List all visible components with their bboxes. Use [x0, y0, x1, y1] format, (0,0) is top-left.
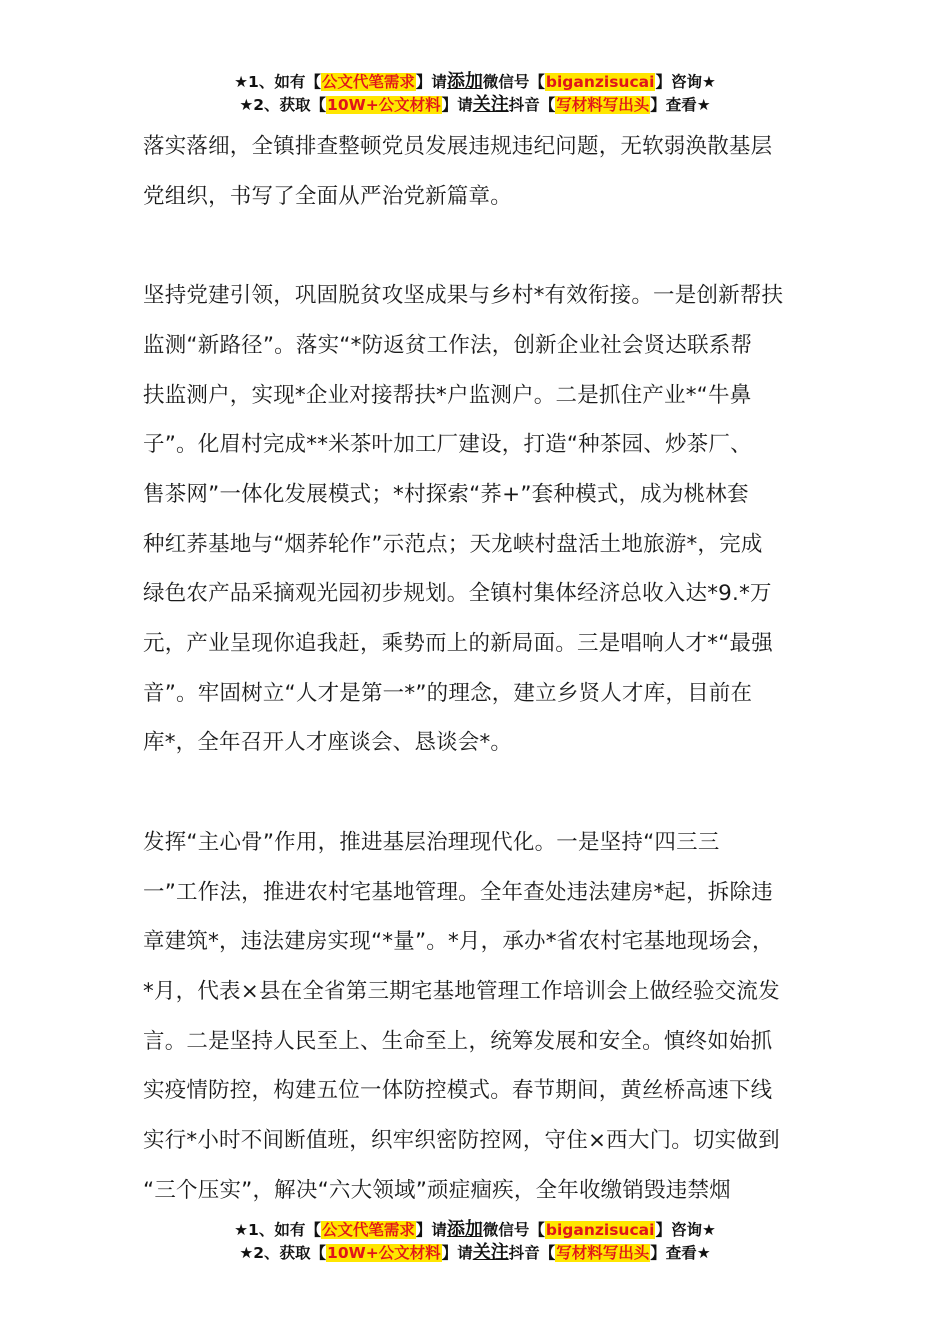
footer-banner	[0, 1218, 950, 1264]
body-line: 种红荞基地与“烟荞轮作”示范点；天龙峡村盘活土地旅游*，完成	[143, 531, 763, 557]
blank-line	[143, 768, 813, 818]
highlight-materials: 10W+公文材料	[327, 96, 441, 114]
highlight-douyin: 写材料写出头	[556, 96, 650, 114]
banner-line-2	[0, 1241, 950, 1264]
highlight-materials: 10W+公文材料	[327, 1244, 441, 1262]
body-line: 售茶网”一体化发展模式；*村探索“荞+”套种模式，成为桃林套	[143, 481, 749, 507]
banner-text: 微信号【	[482, 1221, 545, 1239]
underlined-add: 添加	[446, 1219, 483, 1240]
header-banner	[0, 70, 950, 116]
body-line: “三个压实”，解决“六大领域”顽症痼疾，全年收缴销毁违禁烟	[143, 1177, 731, 1203]
body-line: *月，代表×县在全省第三期宅基地管理工作培训会上做经验交流发	[143, 978, 780, 1004]
underlined-follow: 关注	[472, 1242, 509, 1263]
banner-text: 】查看★	[650, 1244, 711, 1262]
body-line: 党组织，书写了全面从严治党新篇章。	[143, 183, 512, 209]
banner-text: 】查看★	[650, 96, 711, 114]
banner-line-1	[0, 1218, 950, 1241]
underlined-follow: 关注	[472, 94, 509, 115]
banner-text: 】请	[415, 73, 447, 91]
banner-line-2	[0, 93, 950, 116]
body-line: 落实落细，全镇排查整顿党员发展违规违纪问题，无软弱涣散基层	[143, 134, 773, 159]
body-line: 发挥“主心骨”作用，推进基层治理现代化。一是坚持“四三三	[143, 829, 720, 855]
body-line: 库*，全年召开人才座谈会、恳谈会*。	[143, 730, 513, 756]
body-line: 监测“新路径”。落实“*防返贫工作法，创新企业社会贤达联系帮	[143, 332, 753, 358]
body-line: 子”。化眉村完成**米茶叶加工厂建设，打造“种茶园、炒茶厂、	[143, 432, 752, 458]
body-line: 绿色农产品采摘观光园初步规划。全镇村集体经济总收入达*9.*万	[143, 581, 772, 607]
body-line: 实行*小时不间断值班，织牢织密防控网，守住×西大门。切实做到	[143, 1128, 780, 1154]
banner-text: 】咨询★	[655, 73, 716, 91]
banner-text: ★2、获取【	[239, 96, 327, 114]
banner-line-1	[0, 70, 950, 93]
body-line: 言。二是坚持人民至上、生命至上，统筹发展和安全。慎终如始抓	[143, 1028, 773, 1054]
banner-text: ★1、如有【	[234, 73, 321, 91]
banner-text: 】请	[441, 96, 473, 114]
banner-text: ★1、如有【	[234, 1221, 321, 1239]
banner-text: 抖音【	[508, 96, 556, 114]
highlight-wechat-id: biganzisucai	[545, 1221, 655, 1239]
highlight-service: 公文代笔需求	[321, 73, 415, 91]
banner-text: 】咨询★	[655, 1221, 716, 1239]
underlined-add: 添加	[446, 71, 483, 92]
banner-text: 微信号【	[482, 73, 545, 91]
blank-line	[143, 221, 813, 271]
body-line: 音”。牢固树立“人才是第一*”的理念，建立乡贤人才库，目前在	[143, 680, 753, 706]
banner-text: ★2、获取【	[239, 1244, 327, 1262]
highlight-service: 公文代笔需求	[321, 1221, 415, 1239]
body-line: 一”工作法，推进农村宅基地管理。全年查处违法建房*起，拆除违	[143, 879, 773, 905]
body-line: 元，产业呈现你追我赶，乘势而上的新局面。三是唱响人才*“最强	[143, 631, 773, 657]
body-line: 扶监测户，实现*企业对接帮扶*户监测户。二是抓住产业*“牛鼻	[143, 382, 752, 408]
document-body	[143, 122, 813, 1215]
body-line: 坚持党建引领，巩固脱贫攻坚成果与乡村*有效衔接。一是创新帮扶	[143, 283, 784, 309]
highlight-wechat-id: biganzisucai	[545, 73, 655, 91]
banner-text: 抖音【	[508, 1244, 556, 1262]
body-line: 章建筑*，违法建房实现“*量”。*月，承办*省农村宅基地现场会，	[143, 929, 774, 955]
banner-text: 】请	[441, 1244, 473, 1262]
highlight-douyin: 写材料写出头	[556, 1244, 650, 1262]
body-line: 实疫情防控，构建五位一体防控模式。春节期间，黄丝桥高速下线	[143, 1078, 773, 1104]
banner-text: 】请	[415, 1221, 447, 1239]
